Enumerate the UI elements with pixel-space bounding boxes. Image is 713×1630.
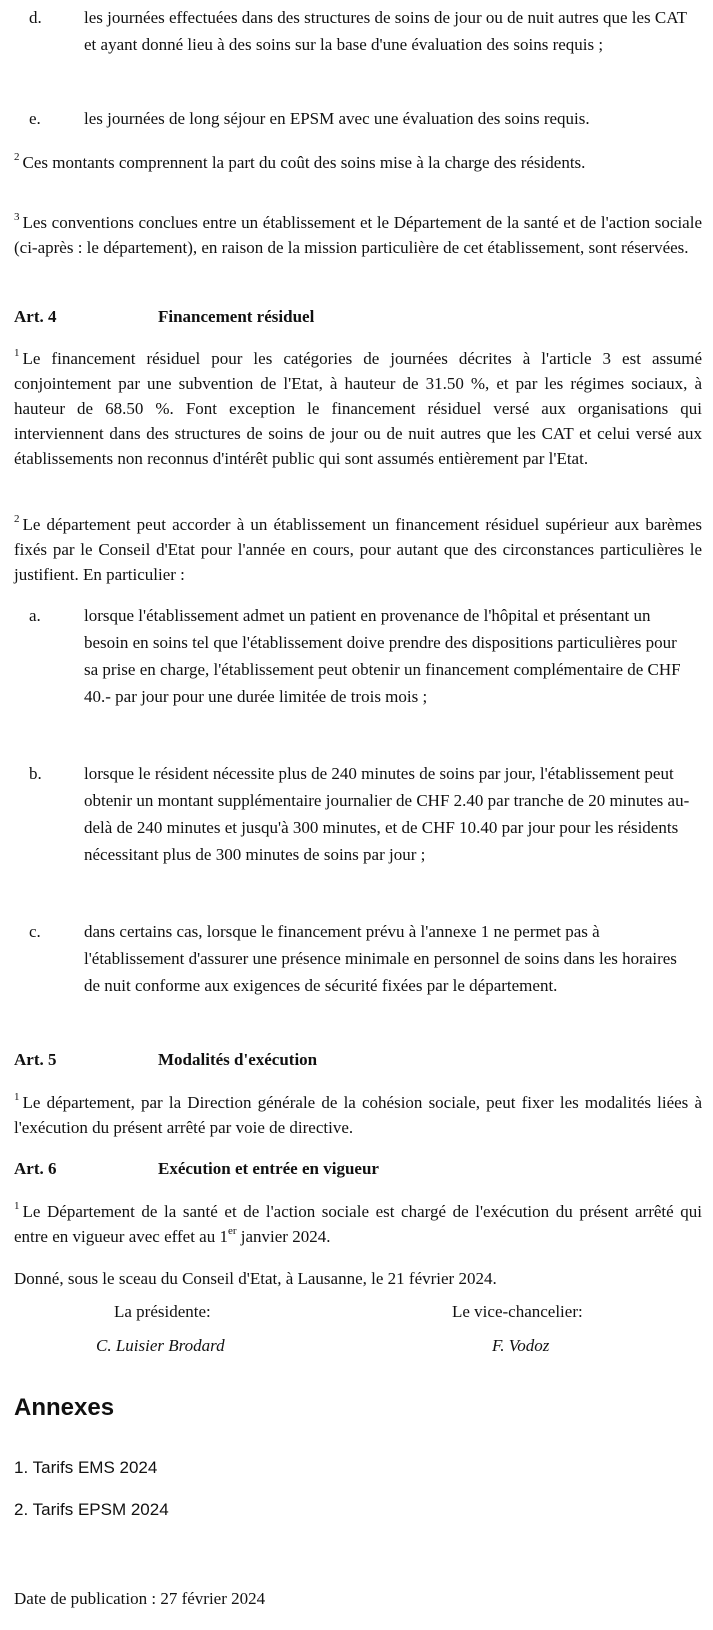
article-number: Art. 5: [14, 1050, 57, 1069]
list-text: lorsque le résident nécessite plus de 240 minutes de soins par jour, l'établissement peut obtenir un montant supplémentaire journalier de CHF 2.40 par tranche de 20 minutes au-delà de 240 minutes et jusqu'à 300 minutes, et de CHF 10.40 par jour pour les résidents nécessitant plus de 300 minutes de soins par jour ;: [84, 764, 690, 864]
list-item-b: [24, 760, 706, 868]
list-text: les journées de long séjour en EPSM avec une évaluation des soins requis.: [84, 109, 590, 128]
paragraph-art4-al1: [14, 346, 702, 471]
paragraph-text: Le financement résiduel pour les catégories de journées décrites à l'article 3 est assumé conjointement par une subvention de l'Etat, à hauteur de 31.50 %, et par les régimes sociaux, à hauteur de 68.50 %. Font exception le financement résiduel versé aux organisations qui interviennent dans des structures de soins de jour ou de nuit autres que les CAT et celui versé aux établissements non reconnus d'intérêt public qui sont assumés entièrement par l'Etat.: [14, 349, 702, 468]
paragraph-number: 2: [14, 513, 20, 526]
list-letter: a.: [29, 606, 41, 625]
signature-role-right: Le vice-chancelier:: [452, 1302, 583, 1321]
given-line: Donné, sous le sceau du Conseil d'Etat, à Lausanne, le 21 février 2024.: [14, 1269, 497, 1288]
paragraph-text: Ces montants comprennent la part du coût des soins mise à la charge des résidents.: [22, 153, 586, 172]
list-item-e: [24, 105, 706, 132]
list-text: les journées effectuées dans des structures de soins de jour ou de nuit autres que les CAT et ayant donné lieu à des soins sur la base d'une évaluation des soins requis ;: [84, 8, 687, 54]
annexes-heading: Annexes: [14, 1394, 115, 1421]
signature-role-left: La présidente:: [114, 1302, 211, 1321]
paragraph-number: 3: [14, 211, 20, 224]
paragraph-text: Le département peut accorder à un établissement un financement résiduel supérieur aux barèmes fixés par le Conseil d'Etat pour l'année en cours, pour autant que des circonstances particulières le justifient. En particulier :: [14, 515, 702, 584]
paragraph-number: 1: [14, 1200, 20, 1213]
paragraph-number: 1: [14, 347, 20, 360]
publication-date: Date de publication : 27 février 2024: [14, 1589, 266, 1608]
article-title: Exécution et entrée en vigueur: [158, 1159, 379, 1178]
paragraph-art5-al1: [14, 1090, 702, 1140]
paragraph-art3-al3: [14, 210, 702, 260]
article-number: Art. 6: [14, 1159, 57, 1178]
list-item-d: [24, 4, 706, 58]
paragraph-art3-al2: [14, 150, 702, 175]
paragraph-text: Le Département de la santé et de l'action sociale est chargé de l'exécution du présent arrêté qui entre en vigueur avec effet au 1: [14, 1202, 702, 1246]
annex-link-tarifs-ems[interactable]: Tarifs EMS 2024: [32, 1458, 158, 1477]
annex-item-2: [14, 1500, 169, 1520]
list-item-a: [24, 602, 706, 710]
paragraph-text: Le département, par la Direction générale de la cohésion sociale, peut fixer les modalités liées à l'exécution du présent arrêté par voie de directive.: [14, 1093, 702, 1137]
article-title: Financement résiduel: [158, 307, 315, 326]
paragraph-art6-al1: [14, 1199, 702, 1249]
article-number: Art. 4: [14, 307, 57, 326]
annex-number: 2.: [14, 1500, 29, 1519]
article-title: Modalités d'exécution: [158, 1050, 318, 1069]
signature-name-right: F. Vodoz: [492, 1336, 550, 1355]
annex-item-1: [14, 1458, 157, 1478]
list-letter: d.: [29, 8, 42, 27]
paragraph-art4-al2: [14, 512, 702, 587]
annex-number: 1.: [14, 1458, 29, 1477]
paragraph-number: 1: [14, 1091, 20, 1104]
list-letter: e.: [29, 109, 41, 128]
list-letter: b.: [29, 764, 42, 783]
list-text: lorsque l'établissement admet un patient en provenance de l'hôpital et présentant un besoin en soins tel que l'établissement doive prendre des dispositions particulières pour sa prise en charge, l'établissement peut obtenir un financement complémentaire de CHF 40.- par jour pour une durée limitée de trois mois ;: [84, 606, 681, 706]
list-text: dans certains cas, lorsque le financement prévu à l'annexe 1 ne permet pas à l'établissement d'assurer une présence minimale en personnel de soins dans les horaires de nuit conforme aux exigences de sécurité fixées par le département.: [84, 922, 677, 995]
ordinal-suffix: er: [227, 1225, 237, 1238]
paragraph-text-end: janvier 2024.: [236, 1227, 331, 1246]
signature-name-left: C. Luisier Brodard: [96, 1336, 225, 1355]
list-item-c: [24, 918, 706, 999]
paragraph-text: Les conventions conclues entre un établissement et le Département de la santé et de l'action sociale (ci-après : le département), en raison de la mission particulière de cet établissement, sont réservées.: [14, 213, 702, 257]
list-letter: c.: [29, 922, 41, 941]
paragraph-number: 2: [14, 151, 20, 164]
annex-link-tarifs-epsm[interactable]: Tarifs EPSM 2024: [32, 1500, 169, 1519]
